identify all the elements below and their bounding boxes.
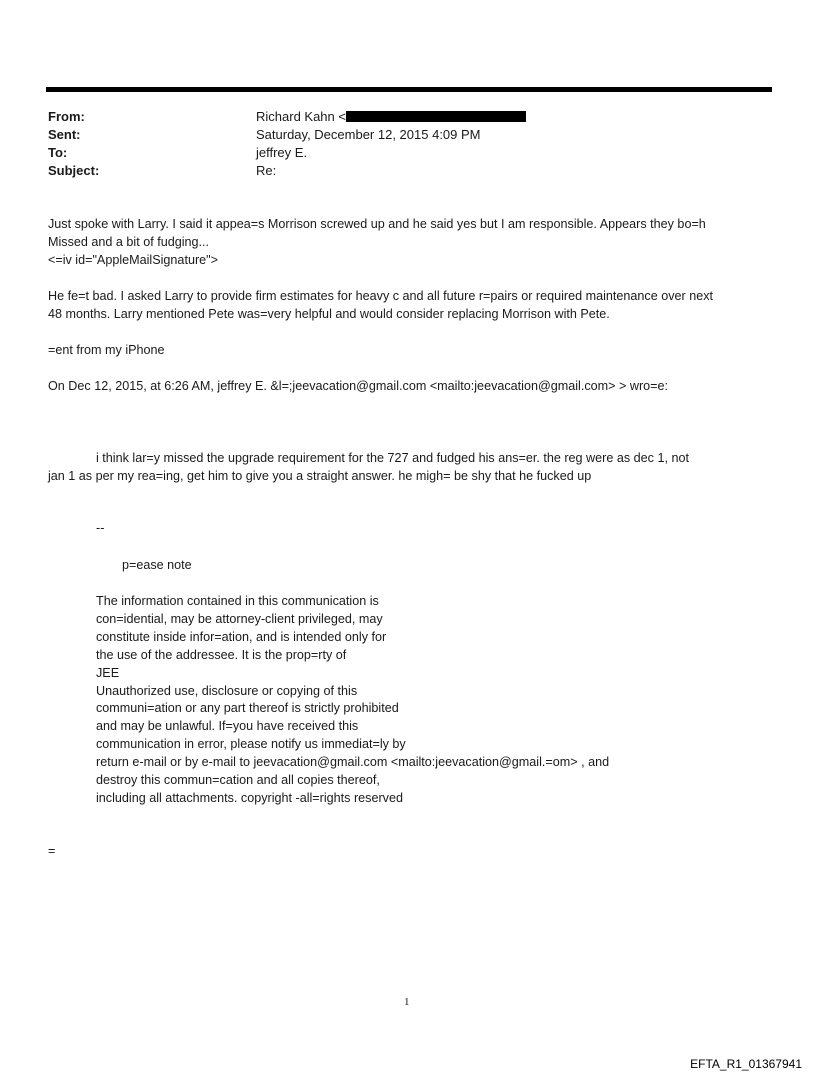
header-rule [46, 87, 772, 92]
document-id: EFTA_R1_01367941 [690, 1057, 802, 1071]
disclaimer-line: JEE [96, 665, 120, 680]
redaction-bar [346, 111, 526, 122]
body-paragraph-2-line-1: He fe=t bad. I asked Larry to provide firm estimates for heavy c and all future r=pairs or required maintenance over next [48, 289, 714, 303]
email-header [48, 108, 768, 184]
from-label: From: [48, 109, 85, 124]
quote-intro: On Dec 12, 2015, at 6:26 AM, jeffrey E. &l=;jeevacation@gmail.com <mailto:jeevacation@gmail.com> > wro=e: [48, 379, 669, 393]
body-paragraph-1-line-3: <=iv id="AppleMailSignature"> [48, 253, 218, 267]
disclaimer-line: con=idential, may be attorney-client privileged, may [96, 611, 383, 626]
disclaimer-line: The information contained in this communication is [96, 594, 379, 608]
disclaimer-line: return e-mail or by e-mail to jeevacation@gmail.com <mailto:jeevacation@gmail.=om> , and [96, 755, 610, 770]
to-label: To: [48, 145, 68, 160]
body-paragraph-1-line-2: Missed and a bit of fudging... [48, 235, 210, 249]
page-number: 1 [404, 996, 410, 1008]
quote-line-2: jan 1 as per my rea=ing, get him to give you a straight answer. he migh= be shy that he fucked up [48, 469, 592, 483]
please-note: p=ease note [122, 558, 192, 572]
disclaimer-line: destroy this commun=cation and all copies thereof, [96, 773, 380, 787]
from-value [256, 108, 756, 126]
disclaimer-line: and may be unlawful. If=you have received this [96, 719, 359, 734]
end-mark: = [48, 844, 56, 858]
disclaimer-line: communication in error, please notify us immediat=ly by [96, 737, 406, 752]
disclaimer-line: including all attachments. copyright -all=rights reserved [96, 790, 403, 805]
disclaimer-line: constitute inside infor=ation, and is intended only for [96, 629, 387, 644]
sent-value: Saturday, December 12, 2015 4:09 PM [256, 127, 481, 142]
quote-line-1: i think lar=y missed the upgrade requirement for the 727 and fudged his ans=er. the reg were as dec 1, not [96, 451, 689, 465]
disclaimer-line: communi=ation or any part thereof is strictly prohibited [96, 701, 399, 716]
to-value: jeffrey E. [256, 145, 308, 160]
sent-label: Sent: [48, 127, 81, 142]
subject-label: Subject: [48, 163, 100, 178]
disclaimer-line: Unauthorized use, disclosure or copying of this [96, 683, 358, 698]
signature-dash: -- [96, 521, 105, 535]
body-paragraph-1-line-1: Just spoke with Larry. I said it appea=s Morrison screwed up and he said yes but I am responsible. Appears they bo=h [48, 217, 706, 231]
sent-from-line: =ent from my iPhone [48, 343, 165, 357]
from-name: Richard Kahn < [256, 109, 346, 124]
disclaimer-line: the use of the addressee. It is the prop=rty of [96, 647, 347, 662]
subject-value: Re: [256, 163, 277, 178]
body-paragraph-2-line-2: 48 months. Larry mentioned Pete was=very helpful and would consider replacing Morrison with Pete. [48, 307, 610, 321]
